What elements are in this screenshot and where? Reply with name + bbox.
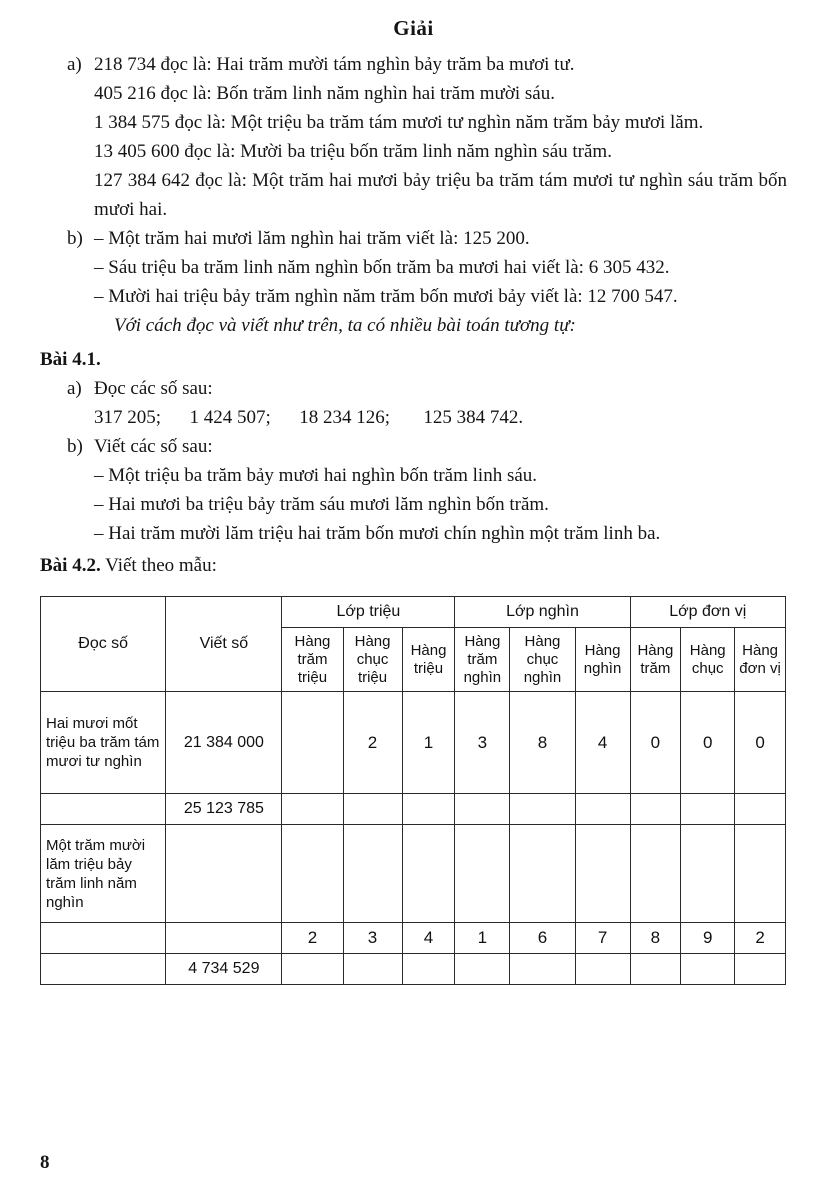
- read-item: 127 384 642 đọc là: Một trăm hai mươi bảy triệu ba trăm tám mươi tư nghìn sáu trăm bốn mươi hai.: [94, 170, 787, 220]
- digit-cell: [735, 794, 786, 825]
- digit-cell: 1: [402, 692, 455, 794]
- digit-cell: [575, 794, 630, 825]
- write-item: – Mười hai triệu bảy trăm nghìn năm trăm bốn mươi bảy viết là: 12 700 547.: [94, 286, 678, 307]
- digit-cell: [402, 954, 455, 985]
- sub-header: Hàng đơn vị: [735, 628, 786, 692]
- digit-cell: 7: [575, 923, 630, 954]
- exercise-4-1-heading: Bài 4.1.: [40, 349, 101, 370]
- sub-header: Hàng trăm: [630, 628, 681, 692]
- part-a-items: [94, 50, 787, 224]
- digit-cell: 3: [455, 692, 510, 794]
- doc-so-cell: [41, 794, 166, 825]
- table-row: [41, 794, 786, 825]
- read-item: 218 734 đọc là: Hai trăm mười tám nghìn bảy trăm ba mươi tư.: [94, 54, 575, 75]
- solution-section: [67, 50, 787, 340]
- exercise-4-1-a-label: a): [67, 378, 82, 399]
- viet-so-cell: 25 123 785: [166, 794, 282, 825]
- digit-cell: [735, 825, 786, 923]
- viet-so-cell: [166, 825, 282, 923]
- digit-cell: [455, 825, 510, 923]
- viet-so-cell: 21 384 000: [166, 692, 282, 794]
- digit-cell: [282, 825, 343, 923]
- doc-so-cell: [41, 954, 166, 985]
- page-title: Giải: [393, 16, 434, 40]
- digit-cell: [343, 954, 402, 985]
- digit-cell: [575, 954, 630, 985]
- sub-header: Hàng chục nghìn: [510, 628, 575, 692]
- digit-cell: [402, 825, 455, 923]
- digit-cell: [681, 794, 735, 825]
- digit-cell: [630, 954, 681, 985]
- write-task-item: – Hai mươi ba triệu bảy trăm sáu mươi lăm nghìn bốn trăm.: [94, 494, 549, 515]
- exercise-4-2-heading: Bài 4.2.: [40, 555, 101, 576]
- exercise-4-1-part-a: [67, 374, 787, 432]
- exercise-4-1-numbers: 317 205; 1 424 507; 18 234 126; 125 384 742.: [94, 407, 524, 428]
- digit-cell: [282, 954, 343, 985]
- doc-so-cell: Một trăm mười lăm triệu bảy trăm linh năm nghìn: [41, 825, 166, 923]
- group-header-lop-nghin: Lớp nghìn: [455, 597, 630, 628]
- sub-header: Hàng triệu: [402, 628, 455, 692]
- sub-header: Hàng chục triệu: [343, 628, 402, 692]
- write-task-item: – Hai trăm mười lăm triệu hai trăm bốn mươi chín nghìn một trăm linh ba.: [94, 523, 661, 544]
- digit-cell: 4: [575, 692, 630, 794]
- write-item: – Sáu triệu ba trăm linh năm nghìn bốn trăm ba mươi hai viết là: 6 305 432.: [94, 257, 670, 278]
- sub-header: Hàng chục: [681, 628, 735, 692]
- doc-so-cell: [41, 923, 166, 954]
- exercise-4-1-part-b: [67, 432, 787, 548]
- digit-cell: [402, 794, 455, 825]
- digit-cell: [282, 794, 343, 825]
- part-b-label: b): [67, 228, 83, 249]
- sub-header: Hàng nghìn: [575, 628, 630, 692]
- digit-cell: [681, 954, 735, 985]
- group-header-lop-trieu: Lớp triệu: [282, 597, 455, 628]
- doc-so-cell: Hai mươi mốt triệu ba trăm tám mươi tư nghìn: [41, 692, 166, 794]
- table-row: [41, 825, 786, 923]
- digit-cell: 3: [343, 923, 402, 954]
- table-row: [41, 954, 786, 985]
- digit-cell: 2: [735, 923, 786, 954]
- sub-header: Hàng trăm nghìn: [455, 628, 510, 692]
- digit-cell: [630, 794, 681, 825]
- digit-cell: [681, 825, 735, 923]
- digit-cell: 4: [402, 923, 455, 954]
- table-row: [41, 923, 786, 954]
- place-value-table: [40, 596, 786, 985]
- exercise-4-1-b-label: b): [67, 436, 83, 457]
- exercise-4-1-body: [67, 374, 787, 548]
- digit-cell: 6: [510, 923, 575, 954]
- digit-cell: 8: [630, 923, 681, 954]
- group-header-lop-don-vi: Lớp đơn vị: [630, 597, 786, 628]
- read-item: 13 405 600 đọc là: Mười ba triệu bốn trăm linh năm nghìn sáu trăm.: [94, 141, 612, 162]
- exercise-4-2-intro: Viết theo mẫu:: [105, 555, 217, 576]
- digit-cell: [282, 692, 343, 794]
- col-header-viet-so: Viết số: [166, 597, 282, 692]
- page-number: 8: [40, 1152, 50, 1173]
- digit-cell: 1: [455, 923, 510, 954]
- digit-cell: [343, 825, 402, 923]
- digit-cell: [455, 794, 510, 825]
- digit-cell: [510, 825, 575, 923]
- digit-cell: [510, 954, 575, 985]
- digit-cell: 9: [681, 923, 735, 954]
- read-item: 1 384 575 đọc là: Một triệu ba trăm tám mươi tư nghìn năm trăm bảy mươi lăm.: [94, 112, 704, 133]
- digit-cell: [575, 825, 630, 923]
- part-a-label: a): [67, 54, 82, 75]
- digit-cell: [455, 954, 510, 985]
- table-header-group-row: [41, 597, 786, 628]
- solution-part-b: [67, 224, 787, 340]
- sub-header: Hàng trăm triệu: [282, 628, 343, 692]
- viet-so-cell: 4 734 529: [166, 954, 282, 985]
- digit-cell: [630, 825, 681, 923]
- col-header-doc-so: Đọc số: [41, 597, 166, 692]
- exercise-4-1-b-text: Viết các số sau:: [94, 436, 213, 457]
- digit-cell: 0: [630, 692, 681, 794]
- write-item: – Một trăm hai mươi lăm nghìn hai trăm viết là: 125 200.: [94, 228, 530, 249]
- exercise-4-2-heading-line: [40, 551, 787, 580]
- digit-cell: [343, 794, 402, 825]
- table-row: [41, 692, 786, 794]
- write-task-item: – Một triệu ba trăm bảy mươi hai nghìn bốn trăm linh sáu.: [94, 465, 538, 486]
- solution-part-a: [67, 50, 787, 224]
- digit-cell: 0: [681, 692, 735, 794]
- viet-so-cell: [166, 923, 282, 954]
- digit-cell: [510, 794, 575, 825]
- part-b-items: [94, 224, 787, 340]
- digit-cell: 8: [510, 692, 575, 794]
- exercise-4-1-a-text: Đọc các số sau:: [94, 378, 213, 399]
- digit-cell: 2: [343, 692, 402, 794]
- digit-cell: [735, 954, 786, 985]
- digit-cell: 0: [735, 692, 786, 794]
- digit-cell: 2: [282, 923, 343, 954]
- read-item: 405 216 đọc là: Bốn trăm linh năm nghìn hai trăm mười sáu.: [94, 83, 555, 104]
- solution-note: Với cách đọc và viết như trên, ta có nhiều bài toán tương tự:: [114, 315, 576, 336]
